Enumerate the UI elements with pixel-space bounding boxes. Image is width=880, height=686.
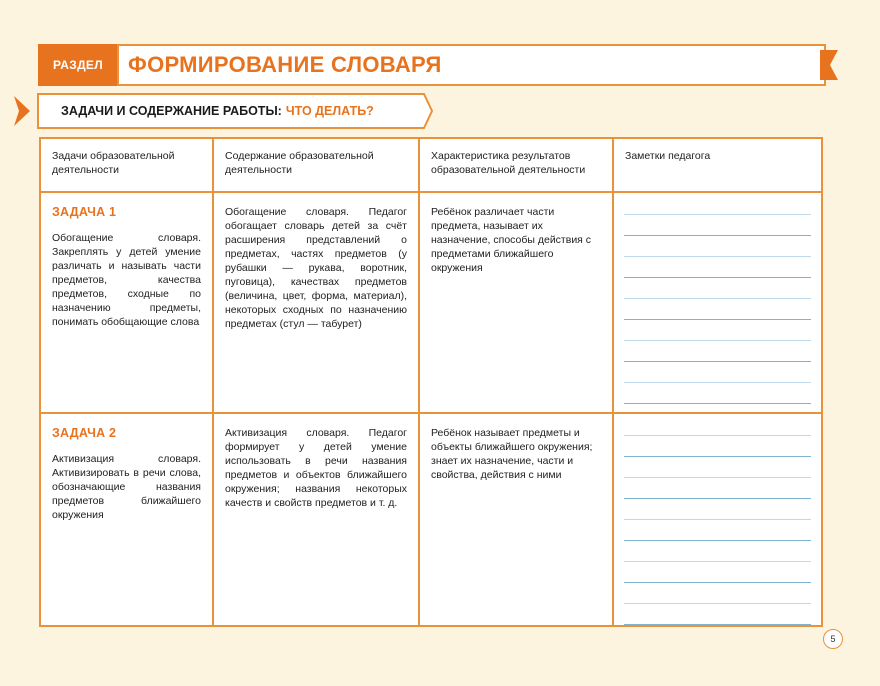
section-title: ФОРМИРОВАНИЕ СЛОВАРЯ [128, 52, 442, 77]
note-line [624, 340, 811, 341]
note-line [624, 382, 811, 383]
table-row [40, 413, 822, 626]
subheader-title [61, 93, 374, 129]
column-header: Характеристика результатов образовательной деятельности [419, 138, 613, 192]
note-line [624, 319, 811, 320]
subheader-accent: ЧТО ДЕЛАТЬ? [285, 104, 374, 118]
notes-cell[interactable] [613, 192, 822, 413]
note-lines [614, 414, 821, 625]
column-header: Задачи образовательной деятельности [40, 138, 213, 192]
table-row [40, 192, 822, 413]
task-text: Активизация словаря. Активизировать в речи слова, обозначающие названия предметов ближайшего окружения [52, 453, 201, 521]
note-lines [614, 193, 821, 412]
content-cell: Обогащение словаря. Педагог обогащает словарь детей за счёт расширения представлений о предметах, частях предметов (у рубашки — рукава, воротник, пуговица), качествах предметов (величина, цвет, форма, материал), некоторых сходных по назначению предметах (стул — табурет) [213, 192, 419, 413]
note-line [624, 540, 811, 541]
column-header: Заметки педагога [613, 138, 822, 192]
note-line [624, 519, 811, 520]
table-header-row [40, 138, 822, 192]
note-line [624, 582, 811, 583]
task-cell [40, 413, 213, 626]
section-label: РАЗДЕЛ [53, 58, 103, 72]
task-cell [40, 192, 213, 413]
task-text: Обогащение словаря. Закреплять у детей умение различать и называть части предметов, качества предметов, сходные по назначению предметы, понимать обобщающие слова [52, 232, 201, 328]
note-line [624, 456, 811, 457]
note-line [624, 603, 811, 604]
subheader-banner [14, 93, 434, 129]
note-line [624, 361, 811, 362]
note-line [624, 256, 811, 257]
note-line [624, 298, 811, 299]
task-title: ЗАДАЧА 2 [52, 426, 117, 440]
note-line [624, 561, 811, 562]
note-line [624, 277, 811, 278]
page-number: 5 [823, 629, 843, 649]
section-banner [38, 44, 826, 86]
note-line [624, 435, 811, 436]
note-line [624, 214, 811, 215]
column-header: Содержание образовательной деятельности [213, 138, 419, 192]
note-line [624, 624, 811, 625]
result-cell: Ребёнок называет предметы и объекты ближайшего окружения; знает их назначение, части и свойства, действия с ними [419, 413, 613, 626]
note-line [624, 403, 811, 404]
result-cell: Ребёнок различает части предмета, называет их назначение, способы действия с предметами ближайшего окружения [419, 192, 613, 413]
tasks-table [39, 137, 823, 627]
notes-cell[interactable] [613, 413, 822, 626]
subheader-label: ЗАДАЧИ И СОДЕРЖАНИЕ РАБОТЫ: [61, 104, 282, 118]
content-cell: Активизация словаря. Педагог формирует у детей умение использовать в речи названия предметов и объектов ближайшего окружения; названия некоторых качеств и свойств предметов и т. д. [213, 413, 419, 626]
note-line [624, 477, 811, 478]
note-line [624, 498, 811, 499]
task-title: ЗАДАЧА 1 [52, 205, 117, 219]
note-line [624, 235, 811, 236]
